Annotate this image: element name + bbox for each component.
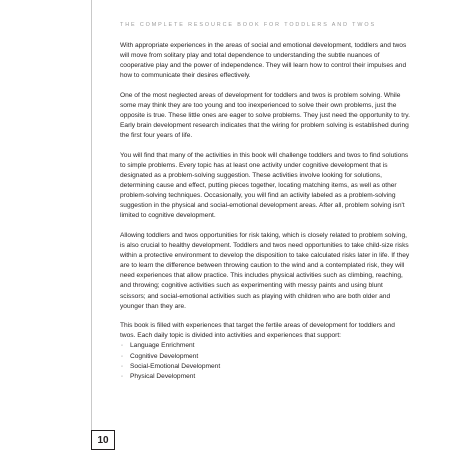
margin-rule (91, 0, 92, 430)
bullet-icon: ◦ (121, 373, 124, 380)
list-item-label: Social-Emotional Development (130, 362, 221, 370)
running-header: THE COMPLETE RESOURCE BOOK FOR TODDLERS AND TWOS (120, 22, 376, 28)
bullet-icon: ◦ (121, 353, 124, 360)
page-number: 10 (91, 430, 115, 450)
paragraph: One of the most neglected areas of development for toddlers and twos is problem solving. While some may think they are too young and too inexperienced to solve their own problems, just the opposite is true. These little ones are eager to solve problems. They just need the opportunity to try. Early brain development research indicates that the wiring for problem solving is established during the first four years of life. (120, 91, 410, 140)
list-item (120, 352, 410, 362)
paragraph: With appropriate experiences in the areas of social and emotional development, toddlers and twos will move from solitary play and total dependence to understanding the subtle nuances of cooperative play and the power of independence. They will learn how to control their impulses and how to communicate their desires effectively. (120, 42, 407, 80)
list-item-label: Cognitive Development (130, 352, 199, 360)
list-item (120, 362, 410, 372)
paragraph: Allowing toddlers and twos opportunities for risk taking, which is closely related to problem solving, is also crucial to healthy development. Toddlers and twos need opportunities to take child-size risks within a protective environment to develop the disposition to take calculated risks later in life. If they are to learn the difference between throwing caution to the wind and a contemplated risk, they will need experiences that allow practice. This includes physical activities such as climbing, reaching, and throwing; cognitive activities such as experimenting with messy paints and using blunt scissors; and social-emotional activities such as playing with children who are both older and younger than they are. (120, 232, 410, 310)
page-body (120, 41, 410, 382)
list-item-label: Language Enrichment (130, 342, 195, 350)
paragraph: This book is filled with experiences that target the fertile areas of development for toddlers and twos. Each daily topic is divided into activities and experiences that support: (120, 322, 395, 340)
list-item (120, 372, 410, 382)
paragraph: You will find that many of the activities in this book will challenge toddlers and twos to find solutions to simple problems. Every topic has at least one activity under cognitive development that is designated as a problem-solving suggestion. These activities involve looking for solutions, determining cause and effect, putting pieces together, locating matching items, as well as other problem-solving techniques. Occasionally, you will find an activity labeled as a problem-solving suggestion in the physical and social-emotional development areas. After all, problem solving isn't limited to cognitive development. (120, 151, 409, 220)
bullet-icon: ◦ (121, 343, 124, 350)
bullet-icon: ◦ (121, 363, 124, 370)
list-item (120, 341, 410, 351)
development-areas-list (120, 341, 410, 381)
list-item-label: Physical Development (130, 372, 196, 380)
